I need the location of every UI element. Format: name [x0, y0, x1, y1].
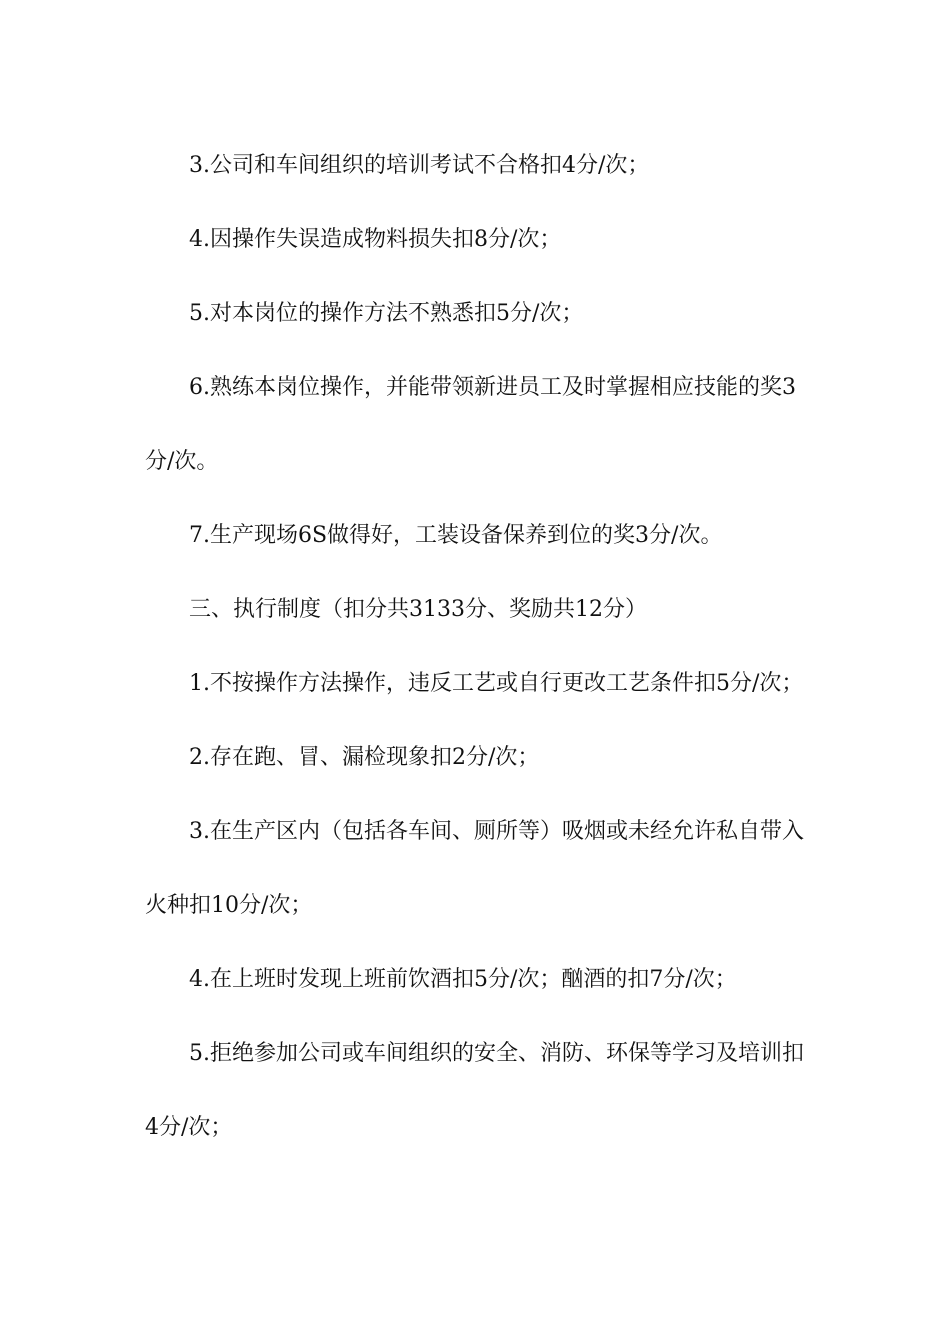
paragraph-training-exam: 3.公司和车间组织的培训考试不合格扣4分/次；	[189, 153, 650, 178]
paragraph-process-violation: 1.不按操作方法操作，违反工艺或自行更改工艺条件扣5分/次；	[189, 671, 804, 696]
section-heading-execution: 三、执行制度（扣分共3133分、奖励共12分）	[189, 597, 647, 622]
paragraph-operation-unfamiliar: 5.对本岗位的操作方法不熟悉扣5分/次；	[189, 301, 584, 326]
paragraph-mentoring-reward: 6.熟练本岗位操作，并能带领新进员工及时掌握相应技能的奖3分/次。	[145, 375, 796, 474]
paragraph-smoking-fire: 3.在生产区内（包括各车间、厕所等）吸烟或未经允许私自带入火种扣10分/次；	[145, 819, 804, 918]
document-body	[145, 129, 807, 1165]
paragraph-drinking: 4.在上班时发现上班前饮酒扣5分/次；酗酒的扣7分/次；	[189, 967, 737, 992]
paragraph-leak-inspection: 2.存在跑、冒、漏检现象扣2分/次；	[189, 745, 540, 770]
paragraph-6s-reward: 7.生产现场6S做得好，工装设备保养到位的奖3分/次。	[189, 523, 723, 548]
paragraph-material-loss: 4.因操作失误造成物料损失扣8分/次；	[189, 227, 562, 252]
paragraph-refuse-training: 5.拒绝参加公司或车间组织的安全、消防、环保等学习及培训扣4分/次；	[145, 1041, 804, 1140]
